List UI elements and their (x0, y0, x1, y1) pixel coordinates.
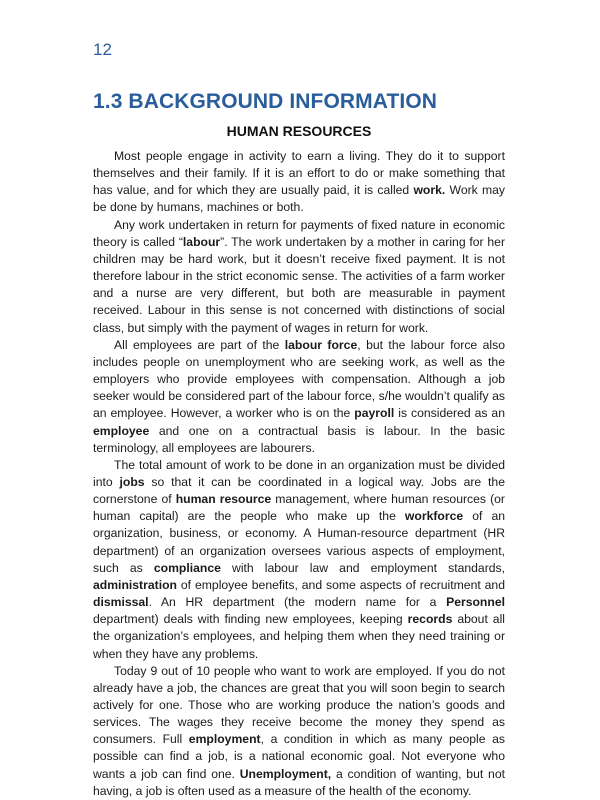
bold-term: human resource (175, 492, 272, 507)
bold-term: administration (93, 577, 177, 592)
bold-term: employment (188, 732, 261, 747)
paragraph-human-resource: The total amount of work to be done in an organization must be divided into jobs so that it can be coordinated in a logical way. Jobs are the cornerstone of human resource management, where human resources (or human capital) are the people who make up the workforce of an organization, business, or economy. A Human-resource department (HR department) of an organization oversees various aspects of employment, such as compliance with labour law and employment standards, administration of employee benefits, and some aspects of recruitment and dismissal. An HR department (the modern name for a Personnel department) deals with finding new employees, keeping records about all the organization’s employees, and helping them when they need training or when they have any problems. (93, 457, 506, 661)
bold-term: Unemployment, (239, 766, 332, 781)
paragraph-employment: Today 9 out of 10 people who want to work are employed. If you do not already have a job, the chances are great that you will soon begin to search actively for one. Those who are working produce the nation’s goods and services. The wages they receive become the money they spend as consumers. Full employment, a condition in which as many people as possible can find a job, is a national economic goal. Not everyone who wants a job can find one. Unemployment, a condition of wanting, but not having, a job is often used as a measure of the health of the economy. (93, 663, 505, 798)
body-text (93, 148, 505, 800)
bold-term: Personnel (446, 595, 505, 610)
bold-term: dismissal (93, 595, 149, 610)
paragraph-labour-force: All employees are part of the labour force, but the labour force also includes people on unemployment who are seeking work, as well as the employers who provide employees with compensation. Although a job seeker would be considered part of the labour force, s/he wouldn’t qualify as an employee. However, a worker who is on the payroll is considered as an employee and one on a contractual basis is labour. In the basic terminology, all employees are labourers. (93, 337, 505, 455)
bold-term: employee (93, 423, 150, 438)
bold-term: records (407, 612, 453, 627)
bold-term: compliance (153, 560, 221, 575)
bold-term: jobs (119, 474, 145, 489)
bold-term: payroll (354, 406, 395, 421)
bold-term: labour force (284, 337, 358, 352)
bold-term: labour (182, 234, 221, 249)
paragraph-labour: Any work undertaken in return for payments of fixed nature in economic theory is called “labour”. The work undertaken by a mother in caring for her children may be hard work, but it doesn’t receive fixed payment. It is not therefore labour in the strict economic sense. The activities of a farm worker and a nurse are very different, but both are measurable in payment received. Labour in this sense is not concerned with distinctions of social class, but simply with the payment of wages in return for work. (93, 217, 506, 335)
page-number: 12 (93, 40, 112, 59)
subtitle: HUMAN RESOURCES (226, 123, 372, 139)
bold-term: workforce (404, 509, 464, 524)
section-title: 1.3 BACKGROUND INFORMATION (93, 90, 438, 113)
paragraph-work: Most people engage in activity to earn a living. They do it to support themselves and their family. If it is an effort to do or make something that has value, and for which they are usually paid, it is called work. Work may be done by humans, machines or both. (93, 149, 506, 215)
bold-term: work. (413, 183, 446, 198)
